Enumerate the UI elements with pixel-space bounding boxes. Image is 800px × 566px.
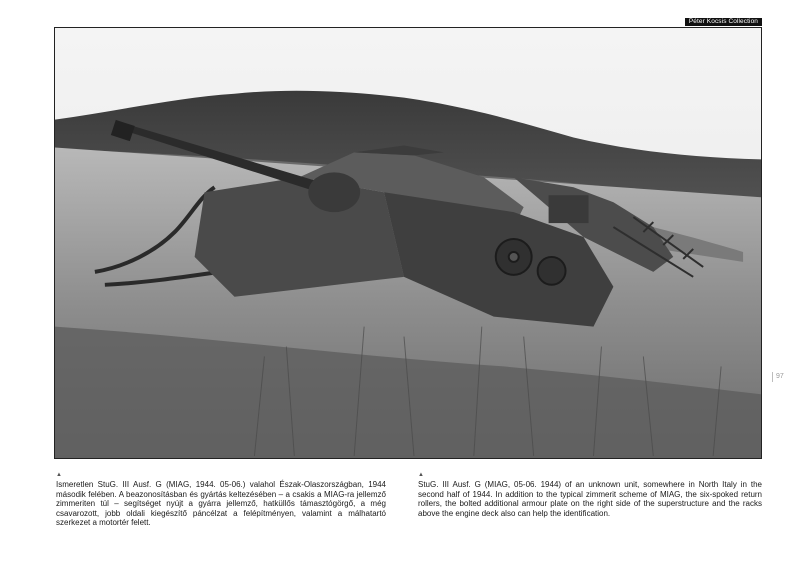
photograph-wrecked-stug [54, 27, 762, 459]
storage-box [549, 195, 589, 223]
caption-hungarian [56, 472, 386, 528]
hull-front [195, 177, 404, 296]
tank-photo-illustration [55, 28, 761, 458]
caption-hungarian-text: Ismeretlen StuG. III Ausf. G (MIAG, 1944. 05-06.) valahol Észak-Olaszországban, 1944 második felében. A beazonosításban és gyártás keltezésében – a csakis a MIAG-ra jellemző zimmeriten túl – segítséget nyújt a gyárra jellemző, hatküllős támasztógörgő, a még csavarozott, jobb oldali kiegészítő páncélzat a felépítményen, valamint a málhatartó szerkezet a motortér felett. [56, 480, 386, 528]
gun-mantlet [308, 172, 360, 212]
caption-marker-icon: ▲ [56, 472, 62, 478]
caption-marker-icon: ▲ [418, 472, 424, 478]
caption-english [418, 472, 762, 518]
page-number: 97 [772, 372, 784, 382]
caption-english-text: StuG. III Ausf. G (MIAG, 05-06. 1944) of an unknown unit, somewhere in North Italy in the second half of 1944. In addition to the typical zimmerit scheme of MIAG, the six-spoked return rollers, the bolted additional armour plate on the right side of the superstructure and the racks above the engine deck also can help the identification. [418, 480, 762, 518]
collection-credit: Péter Kocsis Collection [685, 18, 762, 26]
